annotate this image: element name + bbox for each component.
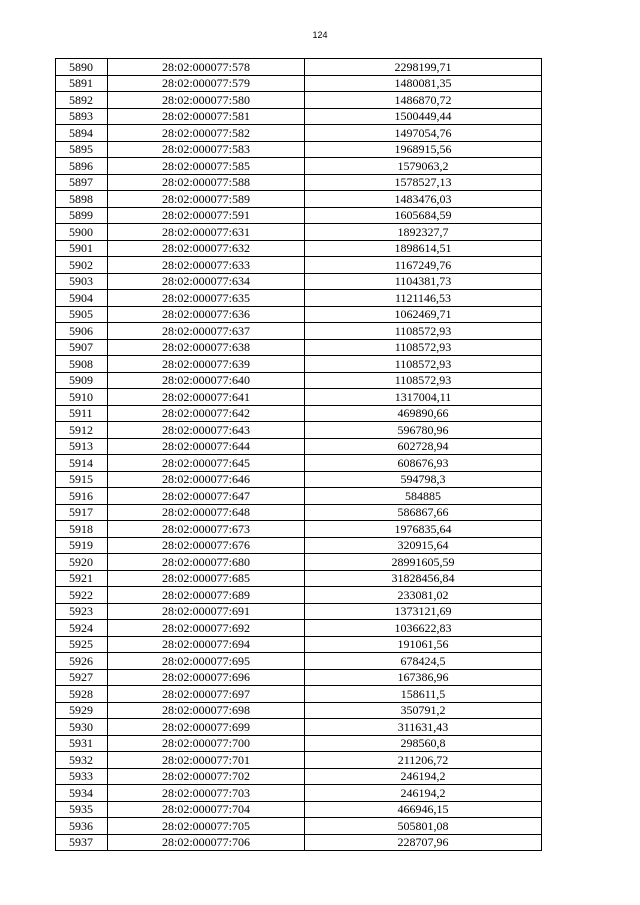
table-row [56, 669, 542, 686]
value-cell: 594798,3 [305, 471, 542, 488]
row-number-cell: 5918 [56, 521, 108, 538]
table-body [56, 59, 542, 851]
table-row [56, 207, 542, 224]
value-cell: 158611,5 [305, 686, 542, 703]
table-row [56, 653, 542, 670]
value-cell: 1892327,7 [305, 224, 542, 241]
cadastral-number-cell: 28:02:000077:703 [108, 785, 305, 802]
row-number-cell: 5908 [56, 356, 108, 373]
table-row [56, 752, 542, 769]
cadastral-number-cell: 28:02:000077:705 [108, 818, 305, 835]
row-number-cell: 5910 [56, 389, 108, 406]
cadastral-number-cell: 28:02:000077:648 [108, 504, 305, 521]
row-number-cell: 5890 [56, 59, 108, 76]
value-cell: 1500449,44 [305, 108, 542, 125]
row-number-cell: 5897 [56, 174, 108, 191]
row-number-cell: 5898 [56, 191, 108, 208]
value-cell: 1480081,35 [305, 75, 542, 92]
value-cell: 469890,66 [305, 405, 542, 422]
row-number-cell: 5905 [56, 306, 108, 323]
row-number-cell: 5906 [56, 323, 108, 340]
value-cell: 1373121,69 [305, 603, 542, 620]
row-number-cell: 5896 [56, 158, 108, 175]
row-number-cell: 5920 [56, 554, 108, 571]
cadastral-number-cell: 28:02:000077:638 [108, 339, 305, 356]
table-row [56, 372, 542, 389]
table-row [56, 158, 542, 175]
cadastral-number-cell: 28:02:000077:585 [108, 158, 305, 175]
row-number-cell: 5904 [56, 290, 108, 307]
value-cell: 466946,15 [305, 801, 542, 818]
cadastral-number-cell: 28:02:000077:694 [108, 636, 305, 653]
row-number-cell: 5924 [56, 620, 108, 637]
value-cell: 1317004,11 [305, 389, 542, 406]
cadastral-number-cell: 28:02:000077:589 [108, 191, 305, 208]
value-cell: 1036622,83 [305, 620, 542, 637]
cadastral-number-cell: 28:02:000077:702 [108, 768, 305, 785]
cadastral-number-cell: 28:02:000077:700 [108, 735, 305, 752]
row-number-cell: 5936 [56, 818, 108, 835]
cadastral-number-cell: 28:02:000077:706 [108, 834, 305, 851]
cadastral-number-cell: 28:02:000077:685 [108, 570, 305, 587]
cadastral-number-cell: 28:02:000077:580 [108, 92, 305, 109]
cadastral-number-cell: 28:02:000077:644 [108, 438, 305, 455]
cadastral-number-cell: 28:02:000077:691 [108, 603, 305, 620]
table-row [56, 636, 542, 653]
table-row [56, 719, 542, 736]
row-number-cell: 5912 [56, 422, 108, 439]
cadastral-number-cell: 28:02:000077:633 [108, 257, 305, 274]
table-row [56, 389, 542, 406]
cadastral-number-cell: 28:02:000077:631 [108, 224, 305, 241]
value-cell: 320915,64 [305, 537, 542, 554]
table-row [56, 768, 542, 785]
cadastral-number-cell: 28:02:000077:701 [108, 752, 305, 769]
table-row [56, 521, 542, 538]
row-number-cell: 5927 [56, 669, 108, 686]
row-number-cell: 5899 [56, 207, 108, 224]
value-cell: 1976835,64 [305, 521, 542, 538]
table-row [56, 273, 542, 290]
cadastral-number-cell: 28:02:000077:582 [108, 125, 305, 142]
table-row [56, 306, 542, 323]
value-cell: 2298199,71 [305, 59, 542, 76]
cadastral-number-cell: 28:02:000077:641 [108, 389, 305, 406]
cadastral-number-cell: 28:02:000077:646 [108, 471, 305, 488]
row-number-cell: 5907 [56, 339, 108, 356]
row-number-cell: 5893 [56, 108, 108, 125]
table-row [56, 488, 542, 505]
value-cell: 1483476,03 [305, 191, 542, 208]
row-number-cell: 5926 [56, 653, 108, 670]
table-row [56, 141, 542, 158]
row-number-cell: 5891 [56, 75, 108, 92]
cadastral-number-cell: 28:02:000077:583 [108, 141, 305, 158]
value-cell: 167386,96 [305, 669, 542, 686]
value-cell: 1108572,93 [305, 372, 542, 389]
cadastral-number-cell: 28:02:000077:698 [108, 702, 305, 719]
value-cell: 1898614,51 [305, 240, 542, 257]
table-row [56, 356, 542, 373]
table-row [56, 587, 542, 604]
cadastral-number-cell: 28:02:000077:692 [108, 620, 305, 637]
value-cell: 1968915,56 [305, 141, 542, 158]
cadastral-number-cell: 28:02:000077:634 [108, 273, 305, 290]
value-cell: 211206,72 [305, 752, 542, 769]
table-row [56, 603, 542, 620]
table-row [56, 108, 542, 125]
row-number-cell: 5931 [56, 735, 108, 752]
table-row [56, 257, 542, 274]
value-cell: 1108572,93 [305, 356, 542, 373]
table-row [56, 735, 542, 752]
row-number-cell: 5916 [56, 488, 108, 505]
table-row [56, 620, 542, 637]
table-row [56, 801, 542, 818]
cadastral-number-cell: 28:02:000077:699 [108, 719, 305, 736]
row-number-cell: 5921 [56, 570, 108, 587]
row-number-cell: 5934 [56, 785, 108, 802]
value-cell: 608676,93 [305, 455, 542, 472]
row-number-cell: 5902 [56, 257, 108, 274]
cadastral-number-cell: 28:02:000077:640 [108, 372, 305, 389]
table-row [56, 339, 542, 356]
value-cell: 1486870,72 [305, 92, 542, 109]
row-number-cell: 5923 [56, 603, 108, 620]
row-number-cell: 5929 [56, 702, 108, 719]
row-number-cell: 5900 [56, 224, 108, 241]
cadastral-table [55, 58, 542, 851]
cadastral-number-cell: 28:02:000077:696 [108, 669, 305, 686]
value-cell: 298560,8 [305, 735, 542, 752]
row-number-cell: 5937 [56, 834, 108, 851]
cadastral-number-cell: 28:02:000077:645 [108, 455, 305, 472]
row-number-cell: 5895 [56, 141, 108, 158]
value-cell: 678424,5 [305, 653, 542, 670]
row-number-cell: 5911 [56, 405, 108, 422]
cadastral-number-cell: 28:02:000077:642 [108, 405, 305, 422]
table-row [56, 174, 542, 191]
row-number-cell: 5922 [56, 587, 108, 604]
cadastral-number-cell: 28:02:000077:591 [108, 207, 305, 224]
table-row [56, 834, 542, 851]
table-row [56, 290, 542, 307]
table-row [56, 191, 542, 208]
value-cell: 1108572,93 [305, 339, 542, 356]
cadastral-number-cell: 28:02:000077:689 [108, 587, 305, 604]
cadastral-number-cell: 28:02:000077:647 [108, 488, 305, 505]
value-cell: 596780,96 [305, 422, 542, 439]
table-row [56, 125, 542, 142]
row-number-cell: 5915 [56, 471, 108, 488]
table-row [56, 405, 542, 422]
row-number-cell: 5925 [56, 636, 108, 653]
cadastral-number-cell: 28:02:000077:588 [108, 174, 305, 191]
row-number-cell: 5901 [56, 240, 108, 257]
cadastral-number-cell: 28:02:000077:643 [108, 422, 305, 439]
value-cell: 1497054,76 [305, 125, 542, 142]
value-cell: 1104381,73 [305, 273, 542, 290]
row-number-cell: 5930 [56, 719, 108, 736]
table-row [56, 240, 542, 257]
row-number-cell: 5928 [56, 686, 108, 703]
value-cell: 1108572,93 [305, 323, 542, 340]
row-number-cell: 5933 [56, 768, 108, 785]
table-row [56, 323, 542, 340]
cadastral-number-cell: 28:02:000077:637 [108, 323, 305, 340]
value-cell: 28991605,59 [305, 554, 542, 571]
value-cell: 191061,56 [305, 636, 542, 653]
table-row [56, 75, 542, 92]
table-row [56, 92, 542, 109]
value-cell: 1578527,13 [305, 174, 542, 191]
value-cell: 311631,43 [305, 719, 542, 736]
table-row [56, 537, 542, 554]
value-cell: 246194,2 [305, 785, 542, 802]
table-row [56, 59, 542, 76]
row-number-cell: 5932 [56, 752, 108, 769]
cadastral-number-cell: 28:02:000077:676 [108, 537, 305, 554]
table-row [56, 455, 542, 472]
cadastral-number-cell: 28:02:000077:578 [108, 59, 305, 76]
value-cell: 228707,96 [305, 834, 542, 851]
cadastral-number-cell: 28:02:000077:632 [108, 240, 305, 257]
value-cell: 505801,08 [305, 818, 542, 835]
row-number-cell: 5894 [56, 125, 108, 142]
value-cell: 586867,66 [305, 504, 542, 521]
cadastral-number-cell: 28:02:000077:704 [108, 801, 305, 818]
table-row [56, 570, 542, 587]
value-cell: 31828456,84 [305, 570, 542, 587]
value-cell: 1167249,76 [305, 257, 542, 274]
row-number-cell: 5917 [56, 504, 108, 521]
row-number-cell: 5892 [56, 92, 108, 109]
cadastral-number-cell: 28:02:000077:673 [108, 521, 305, 538]
row-number-cell: 5903 [56, 273, 108, 290]
table-row [56, 818, 542, 835]
table-row [56, 504, 542, 521]
value-cell: 350791,2 [305, 702, 542, 719]
cadastral-number-cell: 28:02:000077:695 [108, 653, 305, 670]
table-row [56, 422, 542, 439]
table-row [56, 554, 542, 571]
row-number-cell: 5935 [56, 801, 108, 818]
value-cell: 233081,02 [305, 587, 542, 604]
cadastral-number-cell: 28:02:000077:635 [108, 290, 305, 307]
cadastral-number-cell: 28:02:000077:636 [108, 306, 305, 323]
row-number-cell: 5914 [56, 455, 108, 472]
value-cell: 584885 [305, 488, 542, 505]
cadastral-number-cell: 28:02:000077:581 [108, 108, 305, 125]
value-cell: 1121146,53 [305, 290, 542, 307]
page-number: 124 [312, 30, 328, 40]
row-number-cell: 5909 [56, 372, 108, 389]
table-row [56, 471, 542, 488]
table-row [56, 785, 542, 802]
table-row [56, 702, 542, 719]
cadastral-number-cell: 28:02:000077:697 [108, 686, 305, 703]
table-row [56, 686, 542, 703]
cadastral-number-cell: 28:02:000077:639 [108, 356, 305, 373]
value-cell: 246194,2 [305, 768, 542, 785]
cadastral-number-cell: 28:02:000077:680 [108, 554, 305, 571]
table-row [56, 438, 542, 455]
value-cell: 1062469,71 [305, 306, 542, 323]
value-cell: 1579063,2 [305, 158, 542, 175]
row-number-cell: 5919 [56, 537, 108, 554]
row-number-cell: 5913 [56, 438, 108, 455]
value-cell: 602728,94 [305, 438, 542, 455]
table-row [56, 224, 542, 241]
value-cell: 1605684,59 [305, 207, 542, 224]
cadastral-number-cell: 28:02:000077:579 [108, 75, 305, 92]
